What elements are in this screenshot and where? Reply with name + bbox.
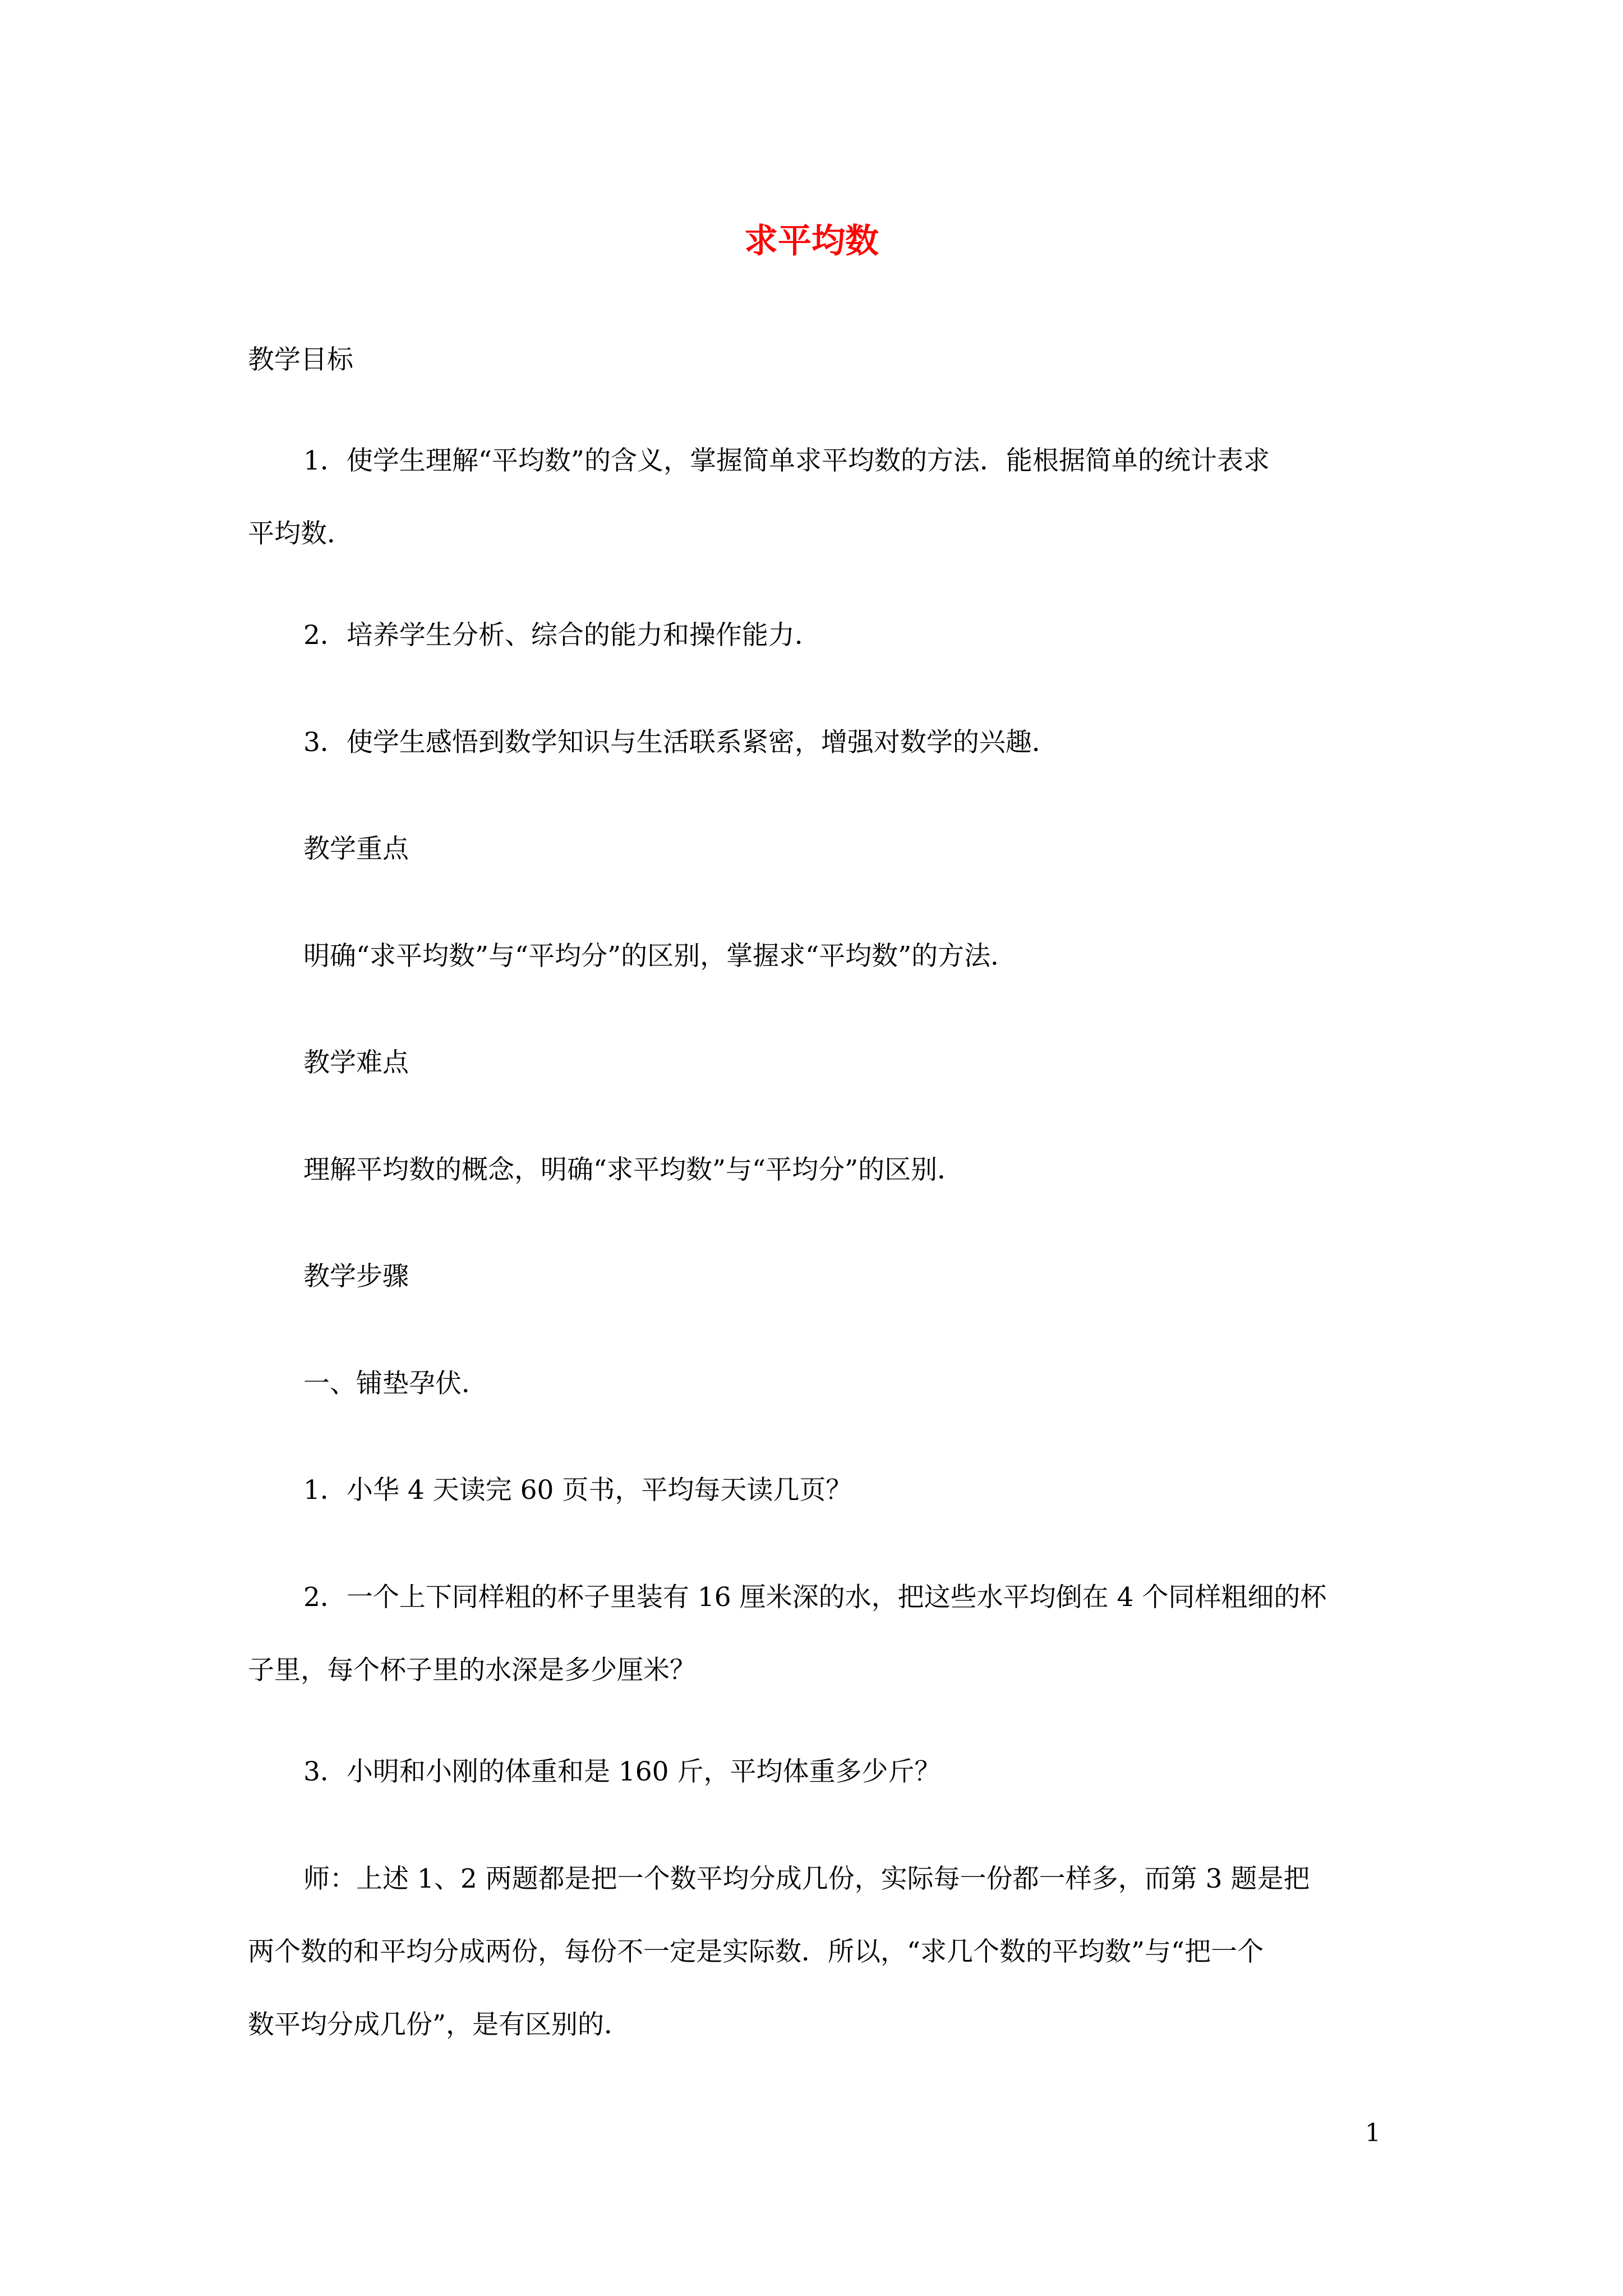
- heading-steps: 教学步骤: [303, 1261, 409, 1292]
- paragraph-goal-2: 2．培养学生分析、综合的能力和操作能力．: [303, 620, 821, 651]
- heading-teaching-goals: 教学目标: [248, 344, 353, 375]
- heading-key-points: 教学重点: [303, 834, 409, 864]
- paragraph-difficulties: 理解平均数的概念，明确“求平均数”与“平均分”的区别．: [303, 1154, 964, 1185]
- teacher-note-cont-2: 数平均分成几份”，是有区别的．: [248, 2009, 631, 2040]
- exercise-1: 1．小华 4 天读完 60 页书，平均每天读几页？: [303, 1475, 852, 1506]
- heading-difficulties: 教学难点: [303, 1047, 409, 1078]
- exercise-2: 2．一个上下同样粗的杯子里装有 16 厘米深的水，把这些水平均倒在 4 个同样粗细的杯: [303, 1582, 1327, 1613]
- paragraph-goal-1-cont: 平均数．: [248, 518, 353, 549]
- exercise-2-cont: 子里，每个杯子里的水深是多少厘米？: [248, 1655, 696, 1686]
- teacher-note: 师：上述 1、2 两题都是把一个数平均分成几份，实际每一份都一样多，而第 3 题是把: [303, 1864, 1310, 1894]
- paragraph-key-points: 明确“求平均数”与“平均分”的区别，掌握求“平均数”的方法．: [303, 941, 1017, 972]
- paragraph-goal-1: 1．使学生理解“平均数”的含义，掌握简单求平均数的方法．能根据简单的统计表求: [303, 445, 1270, 476]
- teacher-note-cont-1: 两个数的和平均分成两份，每份不一定是实际数．所以，“求几个数的平均数”与“把一个: [248, 1936, 1264, 1967]
- exercise-3: 3．小明和小刚的体重和是 160 斤，平均体重多少斤？: [303, 1756, 941, 1787]
- document-title: 求平均数: [744, 222, 879, 261]
- page-number: 1: [1365, 2119, 1381, 2147]
- paragraph-goal-3: 3．使学生感悟到数学知识与生活联系紧密，增强对数学的兴趣．: [303, 727, 1058, 758]
- step-1-heading: 一、铺垫孕伏．: [303, 1368, 488, 1399]
